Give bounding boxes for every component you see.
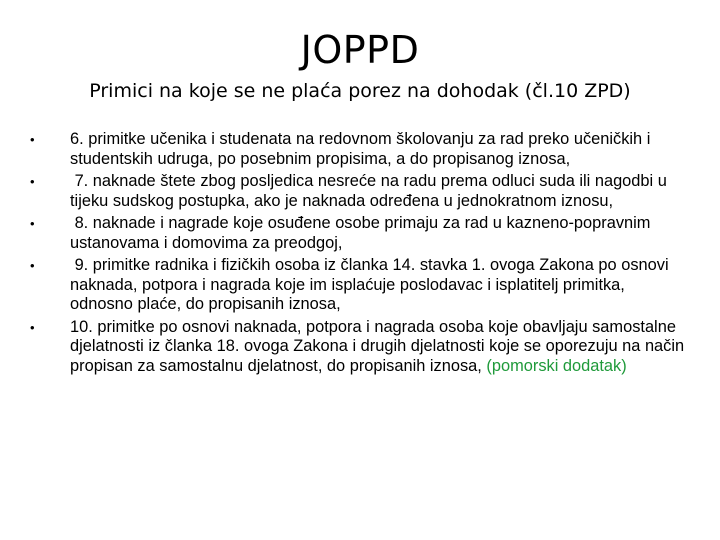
- list-item: [30, 172, 690, 211]
- bullet-text: 8. naknade i nagrade koje osuđene osobe primaju za rad u kazneno-popravnim ustanovama i domovima za preodgoj,: [70, 214, 655, 252]
- slide-subtitle: Primici na koje se ne plaća porez na dohodak (čl.10 ZPD): [89, 80, 631, 102]
- highlight-text: (pomorski dodatak): [486, 356, 627, 375]
- list-item: [30, 214, 690, 253]
- bullet-icon: •: [30, 216, 35, 231]
- bullet-text: 10. primitke po osnovi naknada, potpora i nagrada osoba koje obavljaju samostalne djelatnosti iz članka 18. ovoga Zakona i drugih djelatnosti koje se oporezuju na način propisan za samostalnu djelatnost, do propisanih iznosa,: [70, 317, 689, 375]
- bullet-icon: •: [30, 258, 35, 273]
- bullet-icon: •: [30, 132, 35, 147]
- bullet-icon: •: [30, 319, 35, 335]
- list-item: [30, 318, 690, 377]
- bullet-list: [30, 130, 690, 379]
- slide-title: JOPPD: [300, 28, 420, 72]
- list-item: [30, 130, 690, 169]
- bullet-text: 7. naknade štete zbog posljedica nesreće na radu prema odluci suda ili nagodbi u tijeku sudskog postupka, ako je naknada određena u jednokratnom iznosu,: [70, 172, 672, 210]
- bullet-text: 9. primitke radnika i fizičkih osoba iz članka 14. stavka 1. ovoga Zakona po osnovi naknada, potpora i nagrada koje im isplaćuje poslodavac i isplatitelj primitka, odnosno plaće, do propisanih iznosa,: [70, 256, 674, 313]
- bullet-text: 6. primitke učenika i studenata na redovnom školovanju za rad preko učeničkih i studentskih udruga, po posebnim propisima, a do propisanog iznosa,: [70, 130, 651, 168]
- bullet-icon: •: [30, 174, 35, 189]
- list-item: [30, 256, 690, 315]
